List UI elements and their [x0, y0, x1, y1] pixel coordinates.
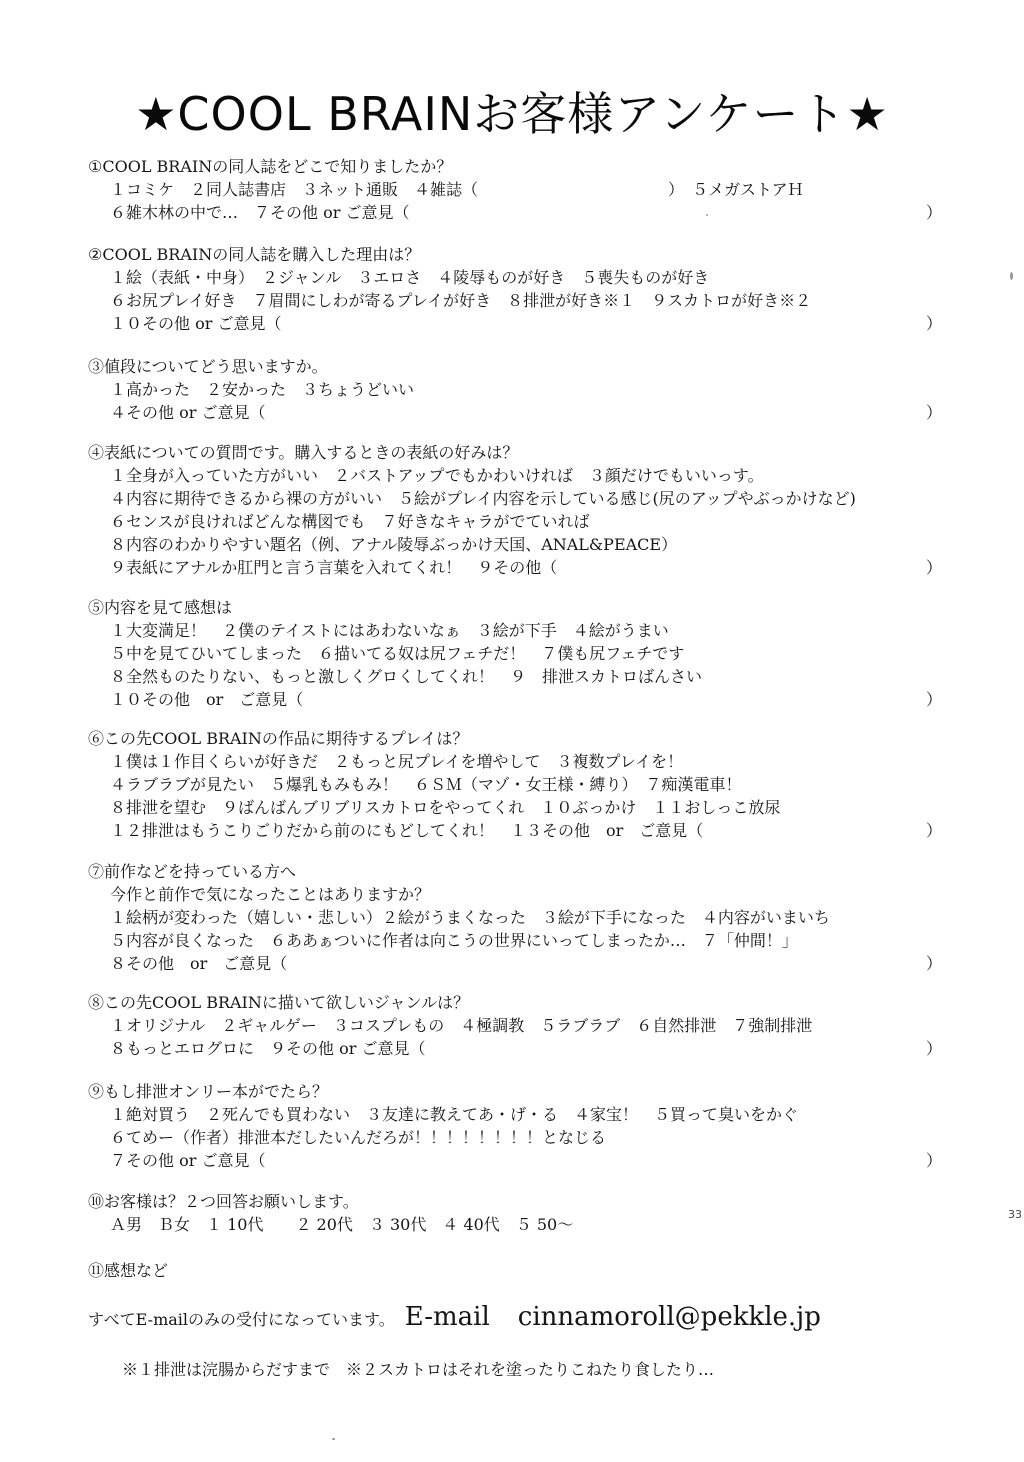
- question-heading: ⑦前作などを持っている方へ: [88, 862, 297, 881]
- answer-options: [88, 464, 968, 487]
- answer-options: [88, 533, 968, 556]
- page-title: ★COOL BRAINお客様アンケート★: [135, 87, 889, 141]
- question-2: [88, 243, 968, 335]
- answer-freeform: [88, 952, 968, 975]
- answer-options: [88, 378, 968, 401]
- answer-freeform: [88, 819, 968, 842]
- answer-options: [88, 665, 968, 688]
- question-heading: ②COOL BRAINの同人誌を購入した理由は？: [88, 245, 421, 264]
- answer-text: １大変満足！ ２僕のテイストにはあわないなぁ ３絵が下手 ４絵がうまい: [110, 621, 669, 640]
- answer-text: ８その他 or ご意見（: [110, 954, 288, 973]
- answer-options: [88, 266, 968, 289]
- email-address[interactable]: cinnamoroll@pekkle.jp: [517, 1302, 821, 1332]
- email-prefix: すべてE-mailのみの受付になっています。: [88, 1310, 395, 1329]
- answer-text: １コミケ ２同人誌書店 ３ネット通販 ４雑誌（: [110, 180, 479, 199]
- closing-paren: ）: [926, 1039, 943, 1058]
- footnote: ※１排泄は浣腸からだすまで ※２スカトロはそれを塗ったりこねたり食したり…: [122, 1360, 715, 1379]
- answer-text: １全身が入っていた方がいい ２バストアップでもかわいければ ３顔だけでもいいっす。: [110, 466, 764, 485]
- closing-paren: ）: [926, 690, 943, 709]
- answer-text: 今作と前作で気になったことはありますか？: [110, 885, 431, 904]
- closing-paren: ）: [926, 1151, 943, 1170]
- scan-speck: [332, 1438, 335, 1440]
- answer-text-continued: ） ５メガストアＨ: [668, 180, 804, 199]
- email-line: [88, 1302, 821, 1332]
- answer-options: [88, 289, 968, 312]
- question-7: [88, 860, 968, 975]
- question-heading: ⑤内容を見て感想は: [88, 598, 233, 617]
- email-label: E-mail: [404, 1302, 490, 1332]
- answer-text: ４内容に期待できるから裸の方がいい ５絵がプレイ内容を示している感じ(尻のアップやぶっかけなど): [110, 489, 856, 508]
- answer-options: [88, 750, 968, 773]
- question-5: [88, 596, 968, 711]
- scan-speck: [1010, 272, 1013, 280]
- answer-text: ８内容のわかりやすい題名（例、アナル陵辱ぶっかけ天国、ANAL&PEACE）: [110, 535, 678, 554]
- closing-paren: ）: [926, 821, 943, 840]
- answer-text: ５中を見てひいてしまった ６描いてる奴は尻フェチだ！ ７僕も尻フェチです: [110, 644, 685, 663]
- question-8: [88, 991, 968, 1060]
- answer-options: [88, 796, 968, 819]
- answer-freeform: [88, 401, 968, 424]
- question-10: [88, 1190, 968, 1236]
- answer-options: [88, 1014, 968, 1037]
- scan-speck: [706, 214, 708, 216]
- answer-text: ４ラブラブが見たい ５爆乳もみもみ！ ６ＳＭ（マゾ・女王様・縛り） ７痴漢電車！: [110, 775, 742, 794]
- question-6: [88, 727, 968, 842]
- answer-freeform: [88, 312, 968, 335]
- closing-paren: ）: [926, 314, 943, 333]
- question-heading: ⑩お客様は？２つ回答お願いします。: [88, 1192, 359, 1211]
- answer-text: ８もっとエログロに ９その他 or ご意見（: [110, 1039, 426, 1058]
- question-heading: ⑧この先COOL BRAINに描いて欲しいジャンルは？: [88, 993, 470, 1012]
- question-heading: ⑥この先COOL BRAINの作品に期待するプレイは？: [88, 729, 469, 748]
- answer-text: Ａ男 Ｂ女 １ 10代 ２ 20代 ３ 30代 ４ 40代 ５ 50～: [110, 1215, 574, 1234]
- answer-text: ４その他 or ご意見（: [110, 403, 266, 422]
- answer-freeform: [88, 556, 968, 579]
- page-number: 33: [1008, 1208, 1022, 1221]
- answer-text: ７その他 or ご意見（: [110, 1151, 266, 1170]
- answer-options: [88, 1126, 968, 1149]
- answer-options: [88, 1103, 968, 1126]
- question-4: [88, 441, 968, 579]
- answer-freeform: [88, 688, 968, 711]
- question-heading: ⑪感想など: [88, 1261, 169, 1280]
- closing-paren: ）: [926, 954, 943, 973]
- answer-options: [88, 929, 968, 952]
- answer-text: ９表紙にアナルか肛門と言う言葉を入れてくれ！ ９その他（: [110, 558, 558, 577]
- answer-options: [88, 642, 968, 665]
- question-11: [88, 1259, 968, 1282]
- answer-options: [88, 883, 968, 906]
- question-heading: ④表紙についての質問です。購入するときの表紙の好みは？: [88, 443, 519, 462]
- answer-text: １オリジナル ２ギャルゲー ３コスプレもの ４極調教 ５ラブラブ ６自然排泄 ７強制排泄: [110, 1016, 813, 1035]
- answer-text: ６お尻プレイ好き ７眉間にしわが寄るプレイが好き ８排泄が好き※１ ９スカトロが好き※２: [110, 291, 812, 310]
- answer-text: １０その他 or ご意見（: [110, 690, 304, 709]
- answer-options: [88, 773, 968, 796]
- question-heading: ①COOL BRAINの同人誌をどこで知りましたか？: [88, 157, 453, 176]
- question-1: [88, 155, 968, 224]
- answer-options: [88, 178, 968, 201]
- question-heading: ⑨もし排泄オンリー本がでたら？: [88, 1082, 329, 1101]
- closing-paren: ）: [926, 403, 943, 422]
- answer-text: ６雑木林の中で… ７その他 or ご意見（: [110, 203, 410, 222]
- answer-freeform: [88, 1037, 968, 1060]
- answer-text: ５内容が良くなった ６ああぁついに作者は向こうの世界にいってしまったか… ７「仲間！」: [110, 931, 798, 950]
- answer-text: １絵（表紙・中身） ２ジャンル ３エロさ ４陵辱ものが好き ５喪失ものが好き: [110, 268, 710, 287]
- closing-paren: ）: [926, 203, 943, 222]
- question-3: [88, 355, 968, 424]
- answer-options: [88, 906, 968, 929]
- answer-text: ６センスが良ければどんな構図でも ７好きなキャラがでていれば: [110, 512, 590, 531]
- answer-text: １高かった ２安かった ３ちょうどいい: [110, 380, 415, 399]
- answer-options: [88, 487, 968, 510]
- answer-options: [88, 1213, 968, 1236]
- answer-text: ８全然ものたりない、もっと激しくグロくしてくれ！ ９ 排泄スカトロばんさい: [110, 667, 703, 686]
- answer-freeform: [88, 1149, 968, 1172]
- answer-text: １絵柄が変わった（嬉しい・悲しい）２絵がうまくなった ３絵が下手になった ４内容がいまいち: [110, 908, 830, 927]
- answer-freeform: [88, 201, 968, 224]
- answer-options: [88, 619, 968, 642]
- answer-options: [88, 510, 968, 533]
- answer-text: ８排泄を望む ９ばんばんブリブリスカトロをやってくれ １０ぶっかけ １１おしっこ放尿: [110, 798, 781, 817]
- answer-text: １僕は１作目くらいが好きだ ２もっと尻プレイを増やして ３複数プレイを！: [110, 752, 684, 771]
- answer-text: １２排泄はもうこりごりだから前のにもどしてくれ！ １３その他 or ご意見（: [110, 821, 704, 840]
- answer-text: １０その他 or ご意見（: [110, 314, 282, 333]
- answer-text: １絶対買う ２死んでも買わない ３友達に教えてあ・げ・る ４家宝！ ５買って臭いをかぐ: [110, 1105, 799, 1124]
- answer-text: ６てめー（作者）排泄本だしたいんだろが！！！！！！！！となじる: [110, 1128, 607, 1147]
- closing-paren: ）: [926, 558, 943, 577]
- question-9: [88, 1080, 968, 1172]
- question-heading: ③値段についてどう思いますか。: [88, 357, 328, 376]
